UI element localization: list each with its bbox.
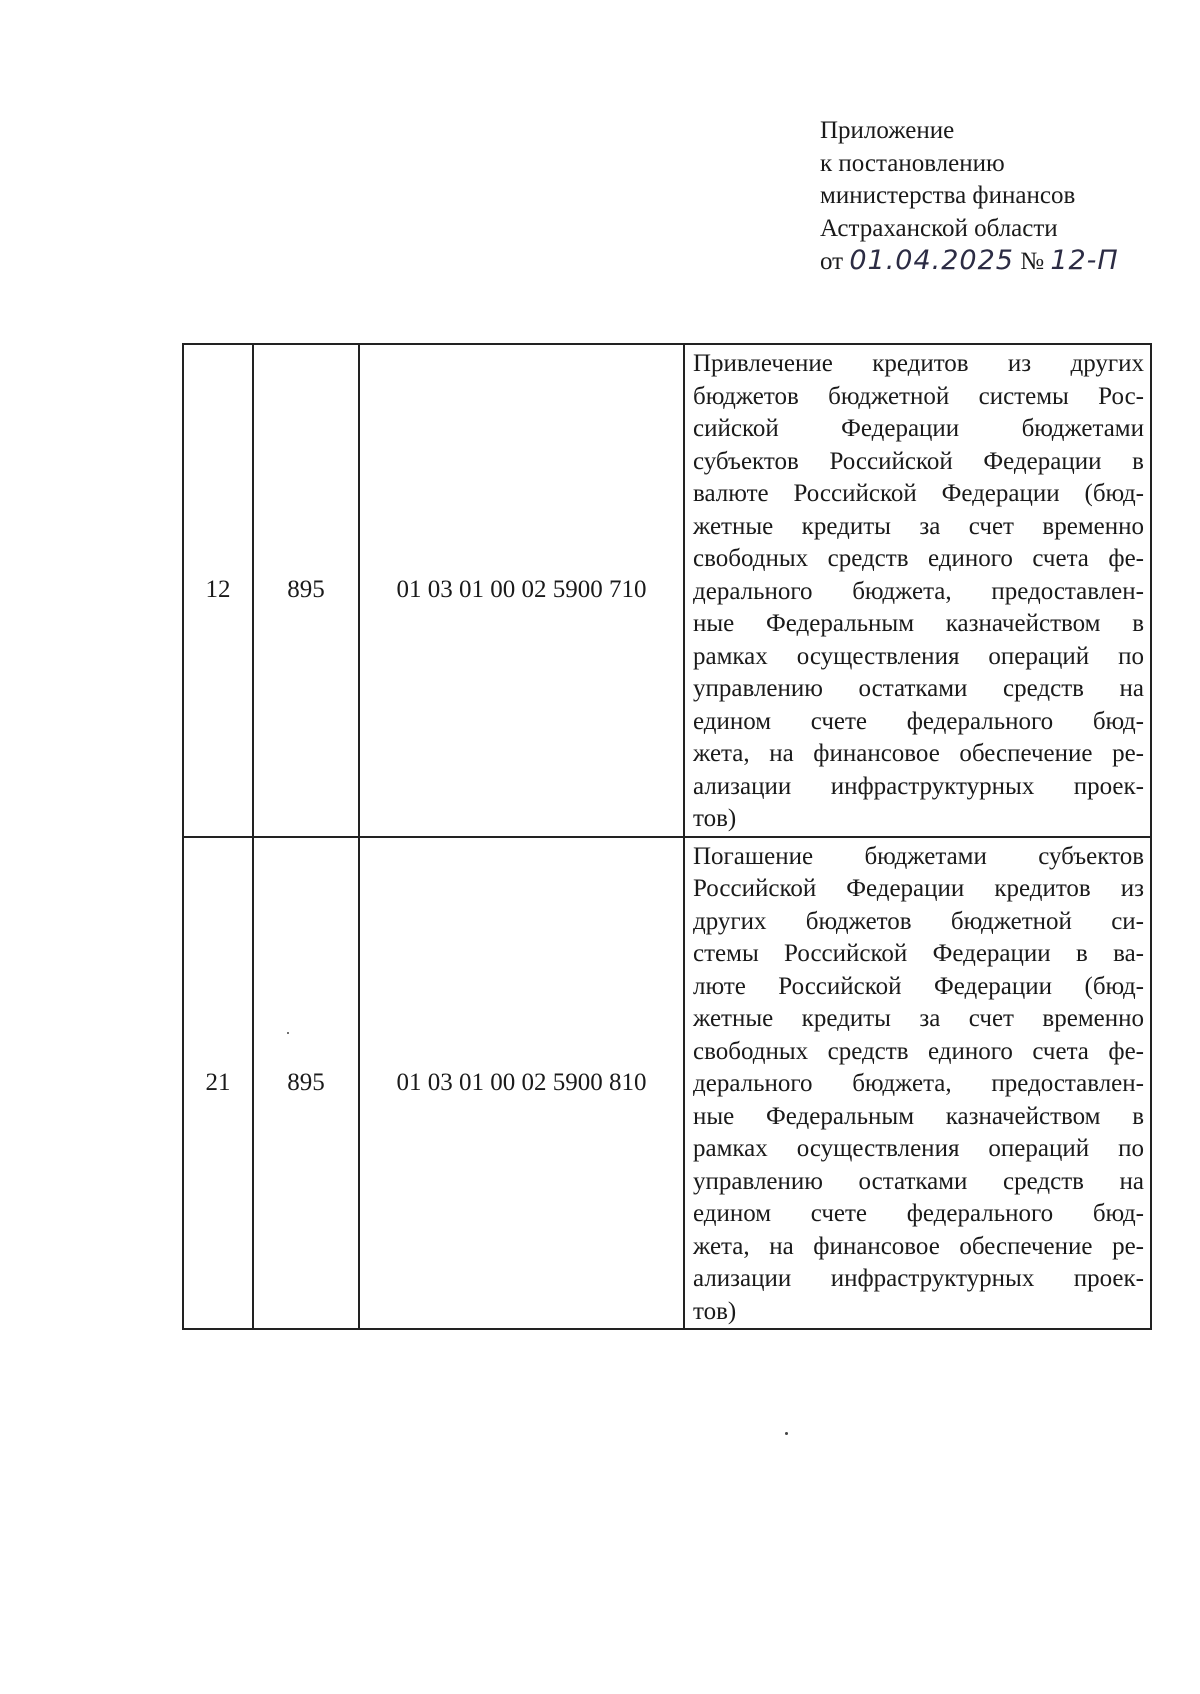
description-line: жетные кредиты за счет временно — [693, 1005, 1144, 1032]
description-line: валюте Российской Федерации (бюд- — [693, 480, 1144, 507]
description-line: тов) — [693, 1297, 737, 1325]
table-row — [183, 837, 1151, 1330]
description-line: ализации инфраструктурных проек- — [693, 1265, 1144, 1292]
row-index-cell: 21 — [183, 837, 253, 1330]
description-cell — [684, 344, 1151, 837]
appendix-line-ministry: министерства финансов — [820, 182, 1076, 209]
description-line: свободных средств единого счета фе- — [693, 1037, 1144, 1065]
appendix-header — [820, 115, 1180, 279]
description-line: бюджетов бюджетной системы Рос- — [693, 382, 1144, 410]
description-line: управлению остатками средств на — [693, 675, 1144, 702]
kbk-code-cell: 01 03 01 00 02 5900 810 — [359, 837, 684, 1330]
description-line: едином счете федерального бюд- — [693, 1200, 1144, 1227]
description-line: Привлечение кредитов из других — [693, 350, 1144, 377]
description-cell — [684, 837, 1151, 1330]
description-line: люте Российской Федерации (бюд- — [693, 972, 1144, 1000]
row-index-cell: 12 — [183, 344, 253, 837]
description-line: дерального бюджета, предоставлен- — [693, 1070, 1144, 1097]
number-sign: № — [1020, 248, 1045, 275]
description-line: жета, на финансовое обеспечение ре- — [693, 1232, 1144, 1260]
kbk-code-cell: 01 03 01 00 02 5900 710 — [359, 344, 684, 837]
description-line: жетные кредиты за счет временно — [693, 512, 1144, 540]
description-line: дерального бюджета, предоставлен- — [693, 577, 1144, 605]
appendix-title: Приложение — [820, 117, 955, 144]
date-prefix: от — [820, 248, 844, 275]
description-line: жета, на финансовое обеспечение ре- — [693, 740, 1144, 767]
handwritten-date: 01.04.2025 — [849, 245, 1014, 276]
appendix-date-line — [820, 245, 1180, 279]
table-row — [183, 344, 1151, 837]
description-line: свободных средств единого счета фе- — [693, 545, 1144, 572]
description-line: других бюджетов бюджетной си- — [693, 907, 1144, 935]
description-line: ные Федеральным казначейством в — [693, 1102, 1144, 1130]
description-line: едином счете федерального бюд- — [693, 707, 1144, 735]
description-line: сийской Федерации бюджетами — [693, 415, 1144, 442]
budget-codes-table — [182, 343, 1152, 1330]
description-line: субъектов Российской Федерации в — [693, 447, 1144, 475]
description-line: управлению остатками средств на — [693, 1167, 1144, 1195]
scan-speck — [287, 1032, 289, 1034]
scan-speck — [785, 1432, 788, 1435]
admin-code-cell: 895 — [253, 344, 359, 837]
description-line: Погашение бюджетами субъектов — [693, 842, 1144, 870]
description-line: ные Федеральным казначейством в — [693, 610, 1144, 637]
description-line: Российской Федерации кредитов из — [693, 875, 1144, 902]
handwritten-number: 12-П — [1050, 245, 1119, 276]
appendix-line-resolution: к постановлению — [820, 149, 1005, 177]
description-line: рамках осуществления операций по — [693, 1135, 1144, 1162]
description-line: стемы Российской Федерации в ва- — [693, 940, 1144, 967]
appendix-line-region: Астраханской области — [820, 214, 1058, 242]
description-line: рамках осуществления операций по — [693, 642, 1144, 670]
description-line: ализации инфраструктурных проек- — [693, 772, 1144, 800]
admin-code-cell: 895 — [253, 837, 359, 1330]
description-line: тов) — [693, 805, 737, 832]
